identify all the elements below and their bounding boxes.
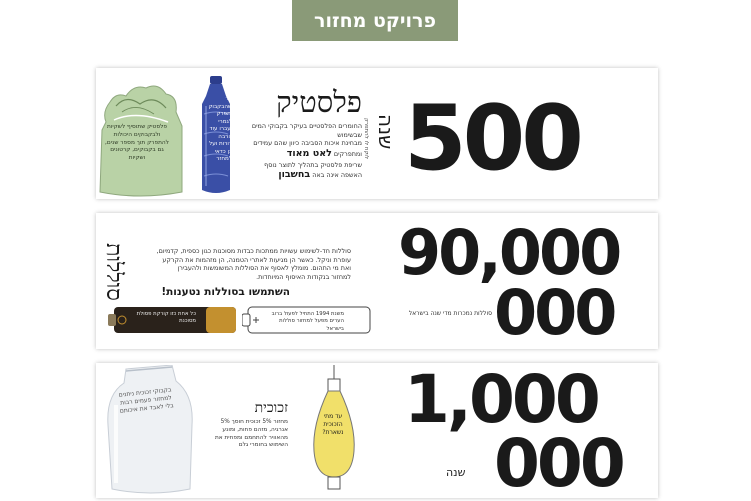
plastic-unit-subtitle: לוקח לו להתפרק [363, 118, 369, 160]
plastic-description [242, 122, 362, 182]
used-battery-caption: כל אחת כזו קורקת פסולת מסוכנת [136, 311, 196, 325]
header-banner [292, 0, 458, 41]
plastic-desc-line: מבחינת איכות הסביבה כיוון שהם עמידים [253, 139, 362, 148]
plastic-desc-line: שריפת פלסטיק בתהליך לתוצר נוסף [264, 160, 362, 169]
glass-description: מחזור 5% זכוכית חוסך 5% אנרגיה, מזהם פחות, ומונע מהאוויר להתחמם ומפחית את השימוש בחומרי גלם [214, 419, 288, 449]
plastic-desc-line [242, 169, 362, 182]
batteries-title: סוללות [101, 243, 126, 301]
glass-title: זכוכית [254, 400, 288, 416]
glass-jar-icon [102, 365, 198, 496]
batteries-card [96, 213, 658, 349]
bulb-caption: עד מתי הזכוכית נשארת? [322, 413, 344, 436]
batteries-number-line2: 000 [494, 276, 615, 349]
plastic-desc-highlight: לאט מאוד [286, 147, 332, 159]
glass-unit: שנה [446, 466, 466, 479]
glass-number-line1: 1,000 [404, 363, 598, 438]
plastic-desc-line: החומרים הפלסטיים בעיקר בקבוקי המים שבשימוש [251, 122, 362, 139]
plastic-card [96, 68, 658, 199]
glass-card [96, 363, 658, 498]
page-title: פרויקט מחזור [314, 9, 436, 32]
plastic-desc-line [242, 148, 362, 161]
plastic-desc-text: ומתפרקים [333, 149, 362, 158]
batteries-number-line1: 90,000 [398, 216, 620, 289]
plastic-bag-caption: פלסטיק שתוסיף לשקיות ולבקבוקים היכולות להתפרק תוך מספר שנים, גם בקבוקים, קרטונים ושקיות [105, 124, 169, 162]
rechargeable-battery-caption: משנת 1994 התחיל לפעול ברוב הערים מפעל למחזור סוללות בישראל [271, 311, 344, 332]
plastic-title: פלסטיק [276, 85, 362, 119]
glass-jar-caption: בקבוקי זכוכית ניתנים למחזור פעמים רבות בלי לאבד את איכותם [118, 386, 175, 415]
plastic-years-number: 500 [404, 86, 580, 191]
batteries-caption: סוללות נמכרות מדי שנה בישראל [408, 310, 492, 317]
rechargeable-slogan: השתמשו בסוללות נטענות! [161, 286, 290, 298]
batteries-description: סוללות חד-לשימוש עשויות ממתכות כבדות מסוכנות כגון כספית, קדמיום, עופרת וניקל. כאשר הן מגיעות לאתרי הטמנה, הן מזהמות את הקרקע ואת מי התהום. מומלץ לאסוף את הסוללות המשומשות ולהעבירן למחזור בנקודות האיסוף המיוחדות. [156, 247, 351, 281]
glass-number-line2: 000 [494, 425, 623, 498]
plastic-desc-text: האשפה אינה באה [312, 171, 362, 180]
bottle-caption: עד שהבקבוק יתפרק לגמרי יעברו עוד הרבה דורות ועל כן כדאי למחזר [208, 96, 232, 163]
plastic-desc-highlight: בחשבון [278, 169, 311, 181]
plastic-unit: שנה [374, 114, 398, 150]
